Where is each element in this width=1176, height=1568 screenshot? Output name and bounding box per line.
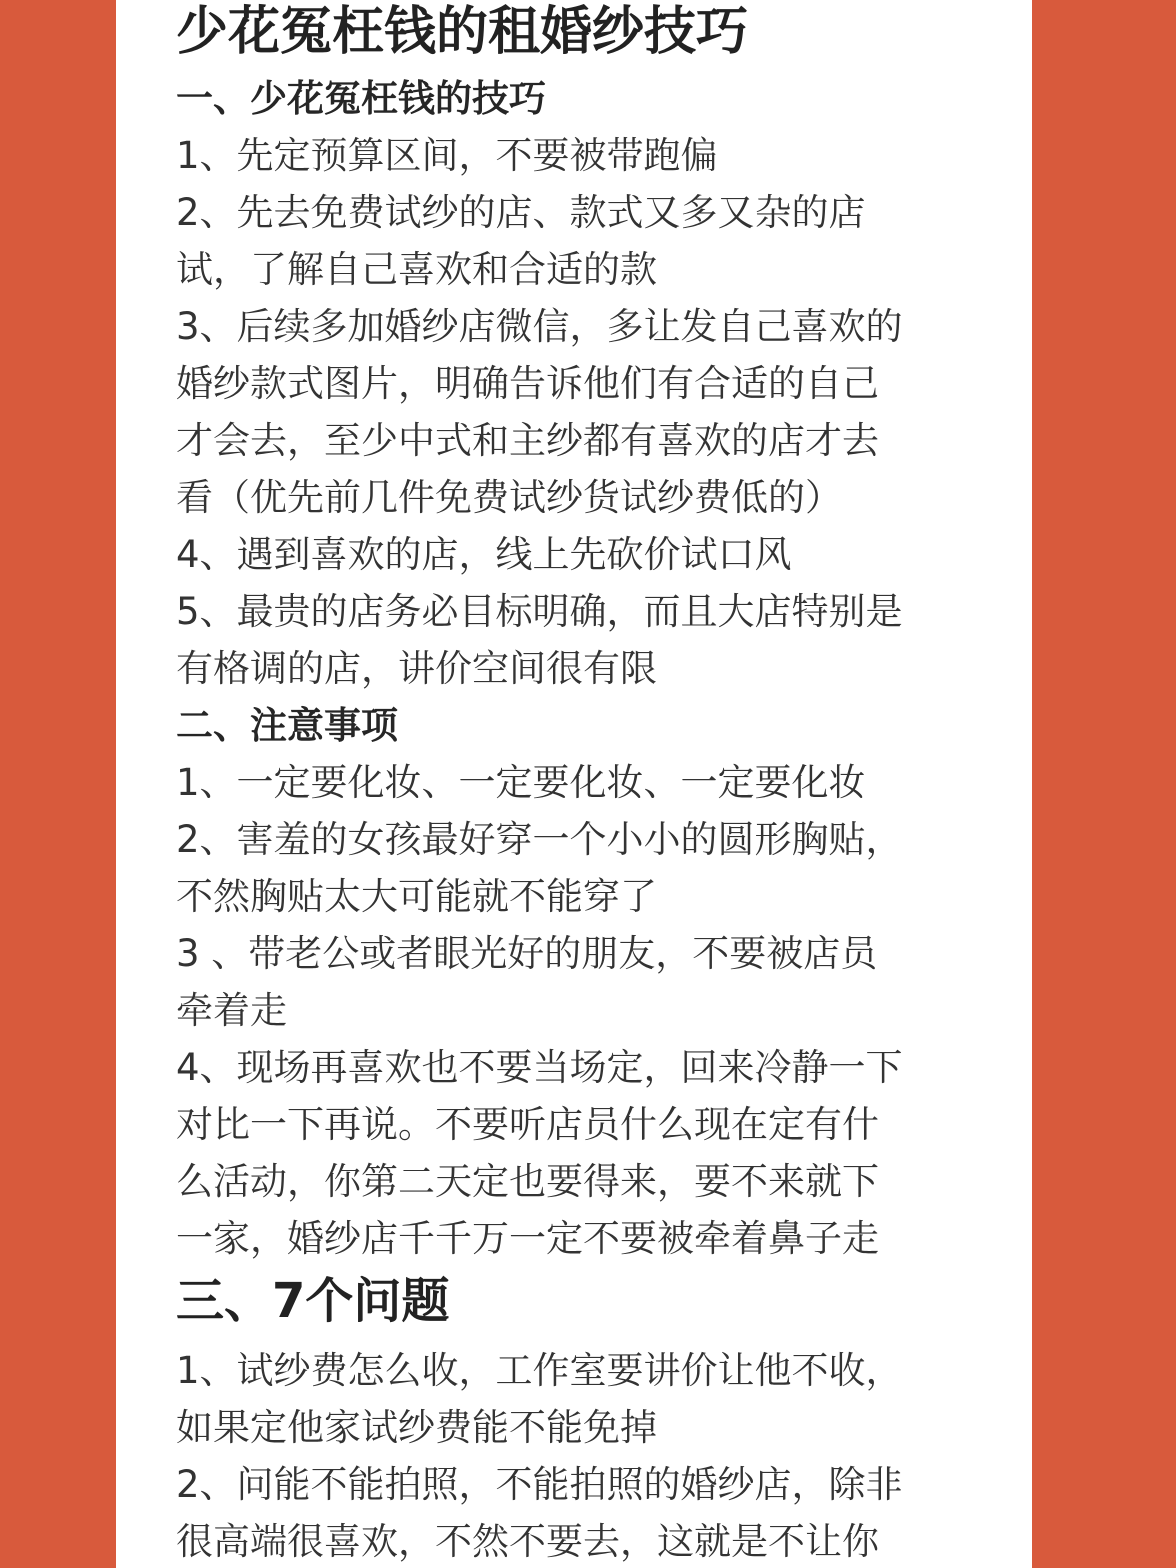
- text-line: 有格调的店，讲价空间很有限: [176, 647, 657, 690]
- text-line: 不然胸贴太大可能就不能穿了: [176, 875, 657, 918]
- text-line: 4、现场再喜欢也不要当场定，回来冷静一下: [176, 1046, 903, 1089]
- text-line: 1、试纱费怎么收，工作室要讲价让他不收，: [176, 1349, 903, 1392]
- article-page: [116, 0, 1032, 1568]
- text-line: 才会去，至少中式和主纱都有喜欢的店才去: [176, 419, 879, 462]
- text-line: 3 、带老公或者眼光好的朋友，不要被店员: [176, 932, 878, 975]
- section-heading-questions: 三、7个问题: [176, 1273, 450, 1329]
- text-line: 2、问能不能拍照，不能拍照的婚纱店，除非: [176, 1463, 903, 1506]
- section-heading-notes: 二、注意事项: [176, 704, 398, 747]
- text-line: 5、最贵的店务必目标明确，而且大店特别是: [176, 590, 903, 633]
- text-line: 很高端很喜欢，不然不要去，这就是不让你: [176, 1520, 879, 1563]
- section-heading-tips: 一、少花冤枉钱的技巧: [176, 77, 546, 120]
- text-line: 如果定他家试纱费能不能免掉: [176, 1406, 657, 1449]
- text-line: 么活动，你第二天定也要得来，要不来就下: [176, 1160, 879, 1203]
- text-line: 看（优先前几件免费试纱货试纱费低的）: [176, 476, 842, 519]
- text-line: 4、遇到喜欢的店，线上先砍价试口风: [176, 533, 792, 576]
- text-line: 3、后续多加婚纱店微信，多让发自己喜欢的: [176, 305, 903, 348]
- text-line: 牵着走: [176, 989, 287, 1032]
- text-line: 2、先去免费试纱的店、款式又多又杂的店: [176, 191, 866, 234]
- text-line: 婚纱款式图片，明确告诉他们有合适的自己: [176, 362, 879, 405]
- text-line: 对比一下再说。不要听店员什么现在定有什: [176, 1103, 879, 1146]
- text-line: 1、先定预算区间，不要被带跑偏: [176, 134, 718, 177]
- article-title: 少花冤枉钱的租婚纱技巧: [176, 2, 749, 62]
- text-line: 试，了解自己喜欢和合适的款: [176, 248, 657, 291]
- text-line: 1、一定要化妆、一定要化妆、一定要化妆: [176, 761, 866, 804]
- text-line: 一家，婚纱店千千万一定不要被牵着鼻子走: [176, 1217, 879, 1260]
- text-line: 2、害羞的女孩最好穿一个小小的圆形胸贴，: [176, 818, 903, 861]
